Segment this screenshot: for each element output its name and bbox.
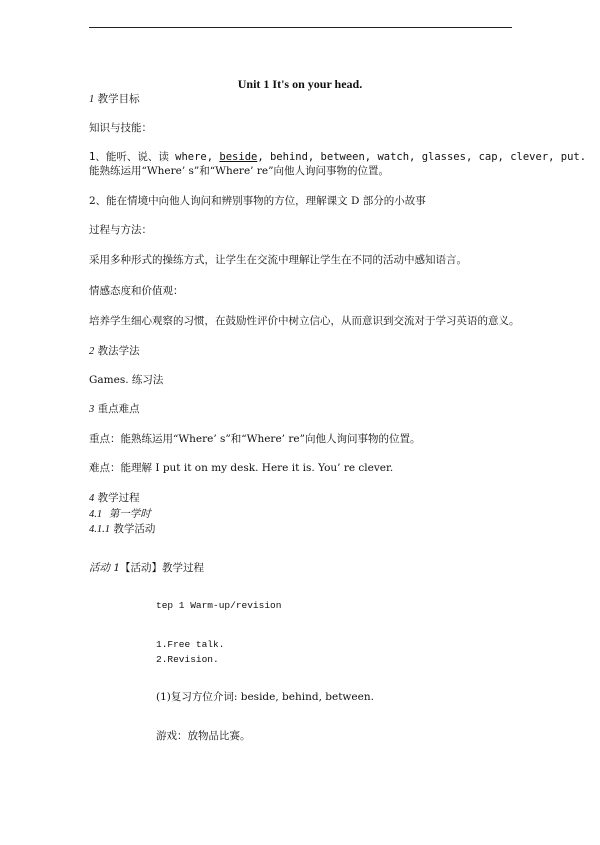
free-talk-item: 1.Free talk.	[156, 639, 225, 650]
knowledge-item-1-cont: 能熟练运用“Where’ s”和“Where’ re”向他人询问事物的位置。	[89, 165, 389, 177]
section-number: 4	[89, 493, 95, 504]
section-3-heading	[89, 402, 140, 417]
activity-heading	[89, 561, 204, 575]
process-text: 采用多种形式的操练方式，让学生在交流中理解让学生在不同的活动中感知语言。	[89, 254, 467, 266]
section-4-1-heading	[89, 507, 151, 522]
activity-label: 活动 1	[89, 562, 121, 574]
header-rule	[89, 27, 512, 28]
review-item: (1)复习方位介词: beside, behind, between.	[156, 691, 374, 703]
section-2-heading	[89, 344, 140, 359]
key-point: 重点：能熟练运用“Where’ s”和“Where’ re”向他人询问事物的位置。	[89, 433, 421, 445]
item-text-pre: 1、能听、说、读 where,	[89, 151, 220, 163]
activity-text: 【活动】教学过程	[120, 562, 205, 574]
emotion-text: 培养学生细心观察的习惯，在鼓励性评价中树立信心，从而意识到交流对于学习英语的意义。	[89, 315, 520, 327]
section-4-1-1-heading	[89, 522, 155, 537]
section-number: 4.1	[89, 509, 103, 520]
step-1-heading: tep 1 Warm-up/revision	[156, 600, 282, 611]
knowledge-label: 知识与技能：	[89, 122, 152, 134]
section-number: 1	[89, 94, 95, 105]
item-text-post: , behind, between, watch, glasses, cap, clever, put.	[257, 151, 587, 163]
revision-item: 2.Revision.	[156, 654, 219, 665]
section-number: 4.1.1	[89, 524, 110, 535]
section-1-heading	[89, 92, 140, 107]
section-label: 教法学法	[97, 345, 140, 357]
section-number: 3	[89, 404, 95, 415]
knowledge-item-1	[89, 150, 586, 164]
section-label: 重点难点	[97, 403, 140, 415]
game-item: 游戏：放物品比赛。	[156, 730, 251, 742]
process-label: 过程与方法：	[89, 224, 152, 236]
section-label: 教学过程	[97, 492, 140, 504]
emotion-label: 情感态度和价值观：	[89, 285, 184, 297]
section-label: 教学活动	[113, 523, 156, 535]
section-4-heading	[89, 491, 140, 506]
section-number: 2	[89, 346, 95, 357]
underlined-word: beside	[219, 151, 258, 163]
section-label: 第一学时	[108, 508, 151, 520]
difficult-point: 难点：能理解 I put it on my desk. Here it is. You’ re clever.	[89, 462, 394, 474]
knowledge-item-2: 2、能在情境中向他人询问和辨别事物的方位，理解课文 D 部分的小故事	[89, 195, 426, 207]
methods-text: Games. 练习法	[89, 374, 164, 386]
unit-title: Unit 1 It's on your head.	[237, 77, 363, 91]
section-label: 教学目标	[97, 93, 140, 105]
